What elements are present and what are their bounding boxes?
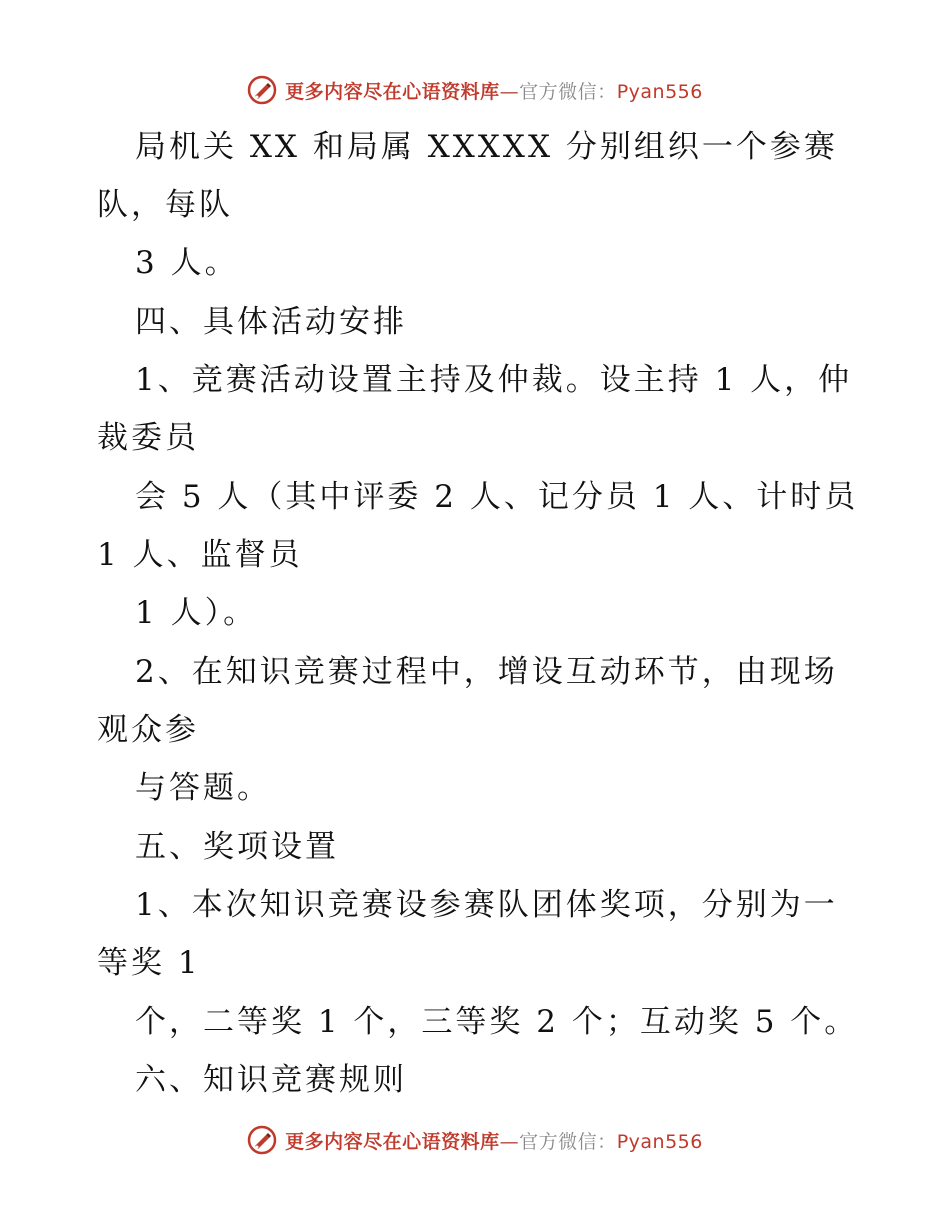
watermark-account: Pyan556	[616, 1130, 703, 1153]
body-line: 3 人。	[135, 245, 239, 281]
body-line: 观众参	[97, 712, 199, 748]
pen-logo-icon	[247, 1125, 277, 1155]
watermark-separator: —	[499, 80, 520, 103]
section-heading: 五、奖项设置	[135, 829, 339, 865]
body-line: 1、竞赛活动设置主持及仲裁。设主持 1 人，仲	[135, 362, 853, 398]
pen-logo-icon	[247, 75, 277, 105]
watermark-label: 官方微信：	[519, 1130, 617, 1153]
body-line: 1 人）。	[135, 595, 258, 631]
body-line: 局机关 XX 和局属 XXXXX 分别组织一个参赛	[135, 129, 838, 165]
body-line: 会 5 人（其中评委 2 人、记分员 1 人、计时员	[135, 479, 859, 515]
watermark-label: 官方微信：	[519, 80, 617, 103]
watermark-prefix: 更多内容尽在心语资料库	[285, 80, 500, 103]
section-heading: 六、知识竞赛规则	[135, 1062, 407, 1098]
header-watermark	[0, 70, 950, 110]
body-line: 2、在知识竞赛过程中，增设互动环节，由现场	[135, 654, 838, 690]
body-line: 1 人、监督员	[97, 537, 303, 573]
body-line: 个，二等奖 1 个，三等奖 2 个；互动奖 5 个。	[135, 1004, 859, 1040]
body-line: 与答题。	[135, 770, 271, 806]
body-line: 1、本次知识竞赛设参赛队团体奖项，分别为一	[135, 887, 838, 923]
body-line: 等奖 1	[97, 945, 201, 981]
footer-watermark	[0, 1120, 950, 1160]
watermark-prefix: 更多内容尽在心语资料库	[285, 1130, 500, 1153]
body-line: 队，每队	[97, 187, 233, 223]
section-heading: 四、具体活动安排	[135, 304, 407, 340]
body-line: 裁委员	[97, 420, 199, 456]
watermark-separator: —	[499, 1130, 520, 1153]
watermark-account: Pyan556	[616, 80, 703, 103]
